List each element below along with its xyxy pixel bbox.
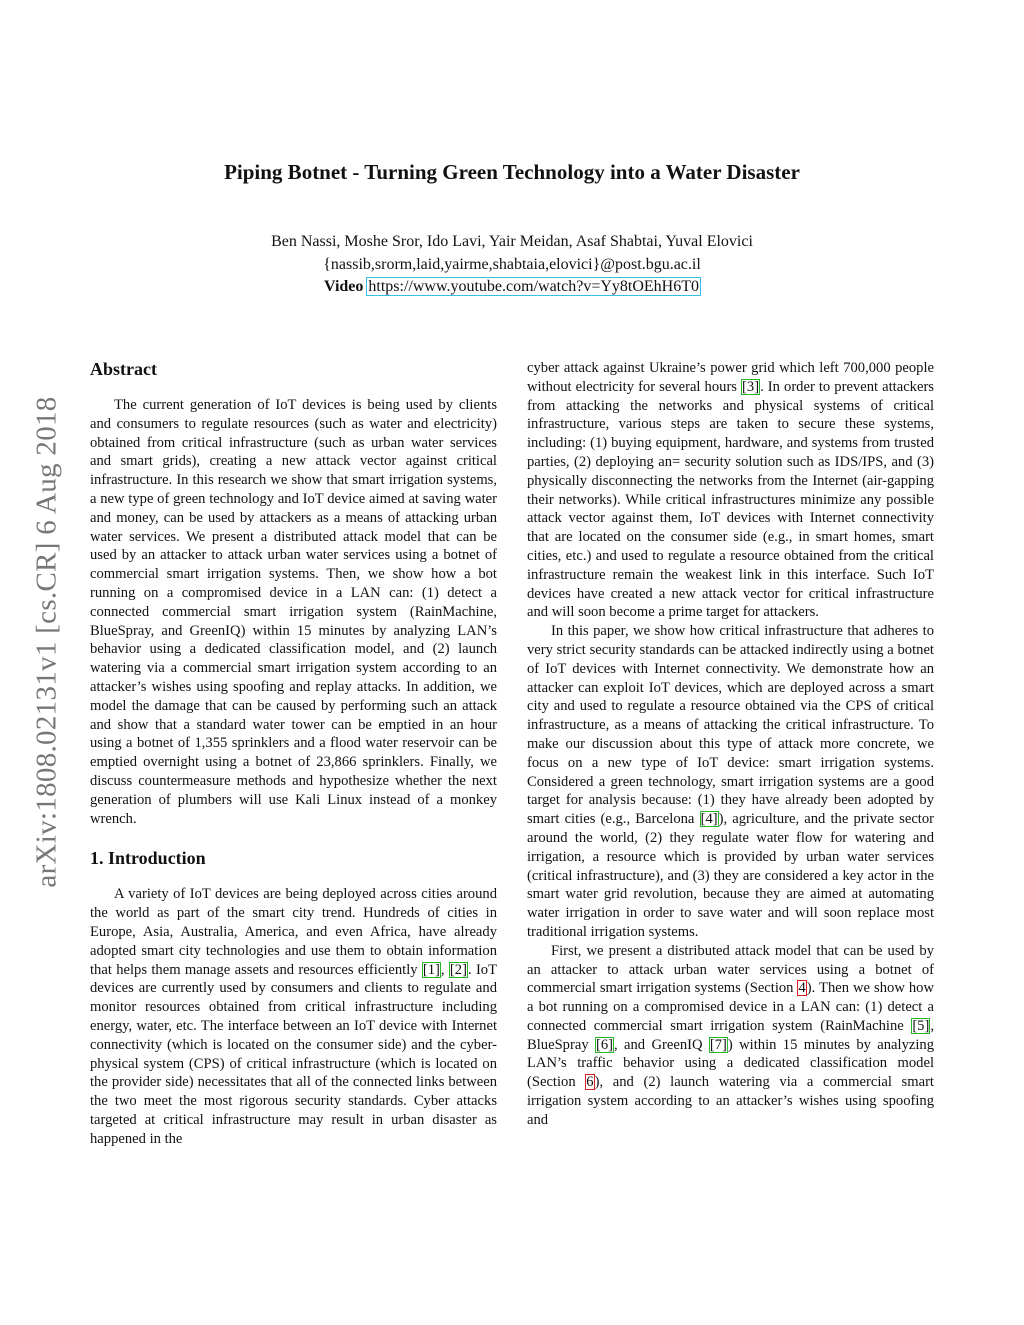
text-span: A variety of IoT devices are being deployed across cities around the world as part of the smart city trend. Hundreds of cities in Europe, Asia, Australia, America, and even Africa, have already adopted smart city technologies and use them to obtain information that helps them manage assets and resources efficiently — [90, 886, 497, 978]
citation-link[interactable]: [6] — [595, 1036, 614, 1053]
video-link[interactable]: https://www.youtube.com/watch?v=Yy8tOEhH6T0 — [368, 278, 699, 295]
text-span: First, we present a distributed attack model that can be used by an attacker to attack urban water services using a botnet of commercial smart irrigation systems (Section — [527, 942, 934, 997]
text-span: ), and (2) launch watering via a commercial smart irrigation system according to an attacker’s wishes using spoofing and — [527, 1074, 934, 1128]
intro-paragraph-1b — [527, 359, 934, 622]
intro-paragraph-3 — [527, 942, 934, 1130]
citation-link[interactable]: [7] — [709, 1036, 727, 1053]
citation-link[interactable]: [3] — [742, 378, 760, 395]
text-span: . IoT devices are currently used by consumers and clients to regulate and monitor resources obtained from critical infrastructure including energy, water, etc. The interface between an IoT device with Internet connectivity (which is located on the consumer side) and the cyber-physical system (CPS) of critical infrastructure (which is located on the provider side) necessitates that all of the connected links between the two meet the most rigorous security standards. Cyber attacks targeted at critical infrastructure may result in urban disaster as happened in the — [90, 961, 498, 1147]
citation-link[interactable]: [4] — [700, 811, 718, 828]
citation-link[interactable]: [5] — [912, 1017, 930, 1034]
introduction-heading: 1. Introduction — [90, 848, 206, 869]
author-emails: {nassib,srorm,laid,yairme,shabtaia,elovici}@post.bgu.ac.il — [323, 256, 701, 273]
left-column — [90, 357, 497, 1148]
text-span: ), agriculture, and the private sector around the world, (2) they regulate water flow for watering and irrigation, a resource which is provided by urban water services (critical infrastructure), and (3) they are considered a key actor in the smart water grid revolution, because they are aimed at automating water irrigation in order to save water and will soon replace most traditional irrigation systems. — [527, 811, 935, 940]
abstract-heading: Abstract — [90, 359, 157, 379]
video-line — [0, 276, 1024, 298]
author-list: Ben Nassi, Moshe Sror, Ido Lavi, Yair Meidan, Asaf Shabtai, Yuval Elovici — [271, 233, 753, 250]
text-span: ). Then we show how a bot running on a compromised device in a LAN can: (1) detect a connected commercial smart irrigation system (RainMachine — [527, 980, 934, 1034]
section-ref-link[interactable]: 4 — [798, 980, 806, 997]
section-ref-link[interactable]: 6 — [586, 1074, 594, 1091]
text-span: In this paper, we show how critical infrastructure that adheres to very strict security standards can be attacked indirectly using a botnet of IoT devices with Internet connectivity. We demonstrate how an attacker can exploit IoT devices, which are deployed across a smart city and used to regulate a resource obtained via the CPS of critical infrastructure, as a means of attacking the critical infrastructure. To make our discussion about this type of attack more concrete, we focus on a new type of IoT device: smart irrigation systems. Considered a green technology, smart irrigation systems are a good target for analysis because: (1) they have already been adopted by smart cities (e.g., Barcelona — [527, 623, 934, 828]
text-span: ) within 15 minutes by analyzing LAN’s traffic behavior using a dedicated classification model (Section — [527, 1036, 935, 1091]
abstract-text: The current generation of IoT devices is being used by clients and consumers to regulate resources (such as water and electricity) obtained from critical infrastructure (such as urban water services and smart grids), creating a new attack vector against critical infrastructure. In this research we show that smart irrigation systems, a new type of green technology and IoT device aimed at saving water and money, can be used by attackers as a means of attacking urban water services. We present a distributed attack model that can be used by an attacker to attack urban water services using a botnet of commercial smart irrigation systems. Then, we show how a bot running on a compromised device in a LAN can: (1) detect a connected commercial smart irrigation system (RainMachine, BlueSpray, and GreenIQ) within 15 minutes by analyzing LAN’s behavior using a dedicated classification model, and (2) launch watering via a commercial smart irrigation system according to an attacker’s wishes using spoofing and replay attacks. In addition, we model the damage that can be caused by performing such an attack and show that a standard water tower can be emptied in an hour using a botnet of 1,355 sprinklers and a flood water reservoir can be emptied overnight using a botnet of 23,866 sprinklers. Finally, we discuss countermeasure methods and hypothesize whether the next generation of plumbers will use Kali Linux instead of a monkey wrench. — [90, 397, 497, 827]
citation-link[interactable]: [2] — [449, 961, 467, 978]
text-span: , BlueSpray — [527, 1017, 934, 1053]
text-span: cyber attack against Ukraine’s power grid which left 700,000 people without electricity for several hours — [527, 360, 934, 395]
citation-link[interactable]: [1] — [422, 961, 440, 978]
arxiv-stamp-text: arXiv:1808.02131v1 [cs.CR] 6 Aug 2018 — [30, 396, 63, 888]
paper-title: Piping Botnet - Turning Green Technology into a Water Disaster — [224, 160, 800, 184]
intro-paragraph-1a — [90, 885, 497, 1148]
text-span: , and GreenIQ — [614, 1036, 709, 1053]
text-span: , — [440, 961, 449, 978]
right-column — [527, 359, 934, 1130]
text-span: . In order to prevent attackers from attacking the networks and physical systems of critical infrastructure, various steps are taken to secure these systems, including: (1) buying equipment, hardware, and systems from trusted parties, (2) deploying an= security solution such as IDS/IPS, and (3) physically disconnecting the networks from the Internet (air-gapping their networks). While critical infrastructures minimize any possible attack vector against them, IoT devices with Internet connectivity that are located on the consumer side (e.g., in smart homes, smart cities, etc.) and used to regulate a resource obtained from the critical infrastructure remain the weakest link in this interface. Such IoT devices have created a new attack vector for critical infrastructure and will soon become a prime target for attackers. — [527, 378, 934, 621]
intro-paragraph-2 — [527, 622, 934, 942]
video-label: Video — [323, 278, 364, 295]
